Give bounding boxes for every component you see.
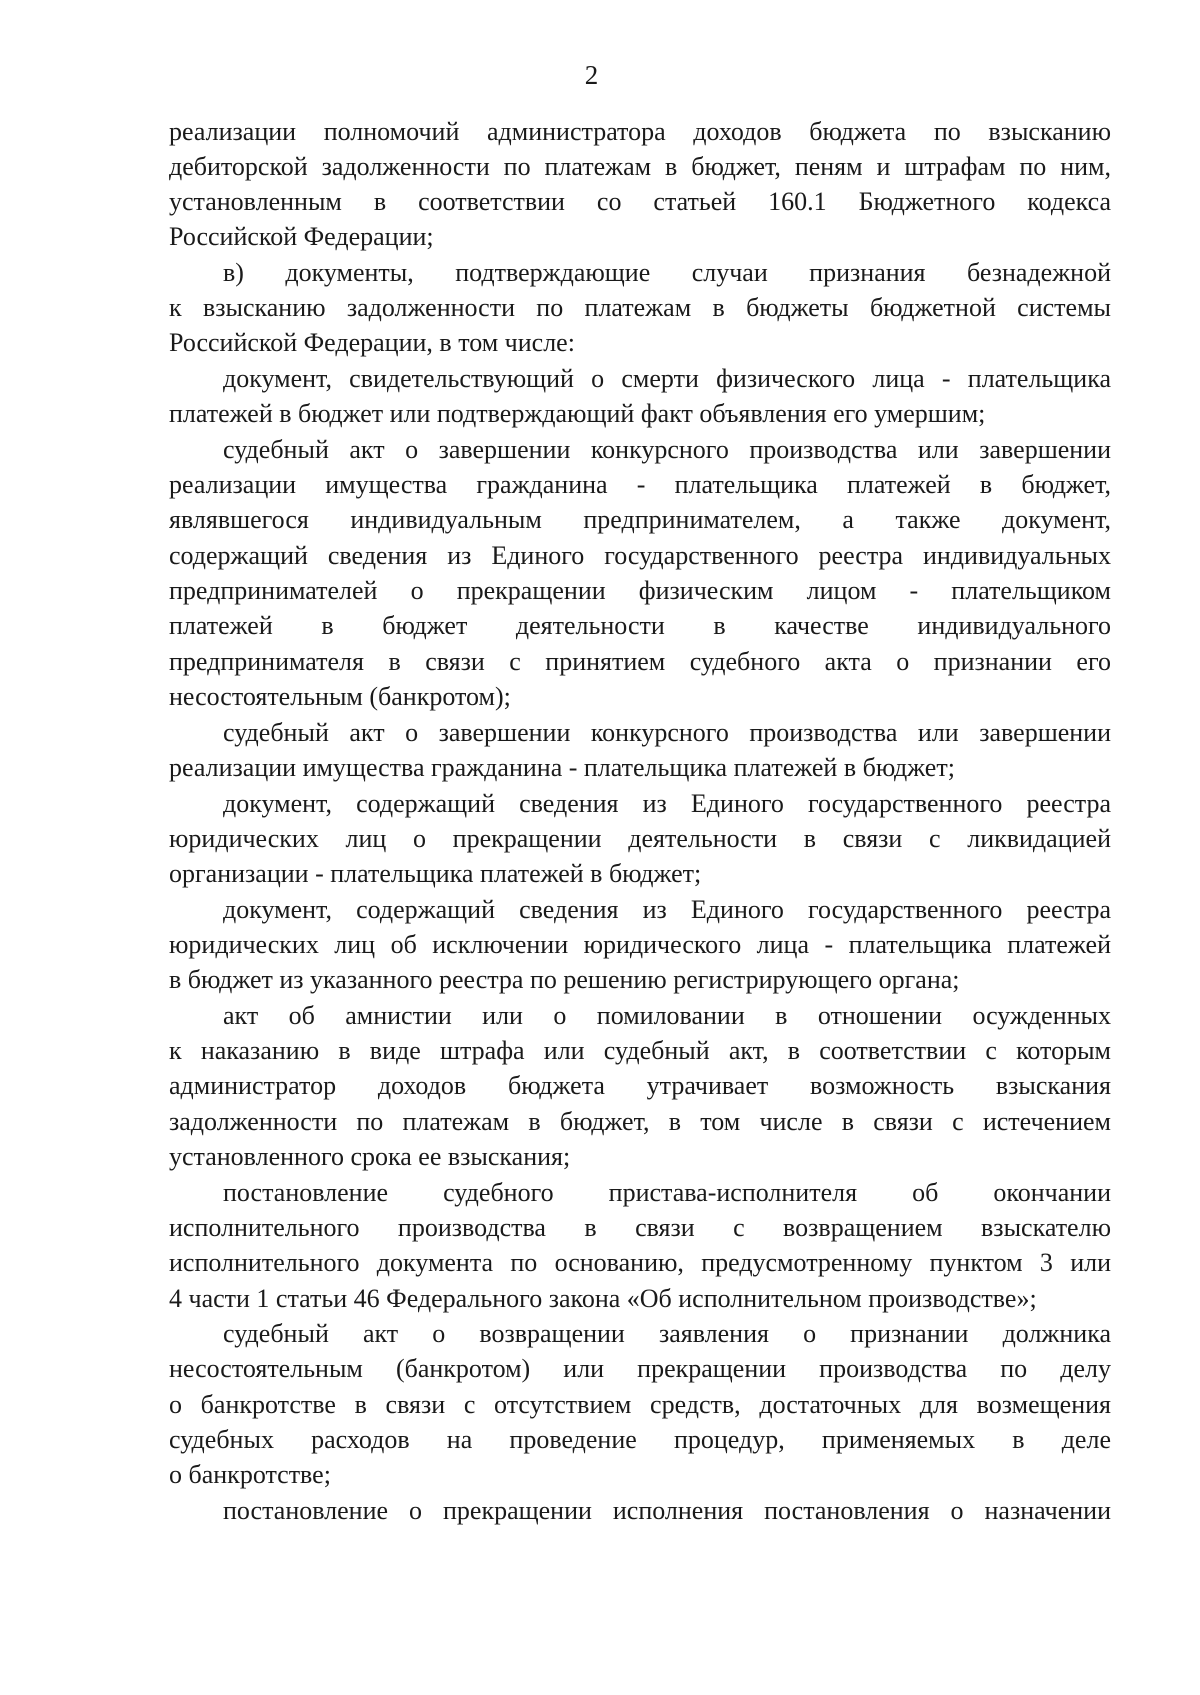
text-line: исполнительного документа по основанию, предусмотренному пунктом 3 или — [169, 1248, 1111, 1277]
text-line: судебный акт о возвращении заявления о признании должника — [223, 1319, 1111, 1348]
text-line: исполнительного производства в связи с возвращением взыскателю — [169, 1213, 1111, 1242]
text-line: 4 части 1 статьи 46 Федерального закона «Об исполнительном производстве»; — [169, 1284, 1037, 1313]
text-line: являвшегося индивидуальным предпринимателем, а также документ, — [169, 505, 1111, 534]
text-line: судебный акт о завершении конкурсного производства или завершении — [223, 718, 1111, 747]
text-line: администратор доходов бюджета утрачивает возможность взыскания — [169, 1071, 1111, 1100]
text-line: документ, содержащий сведения из Единого государственного реестра — [223, 895, 1111, 924]
text-line: постановление о прекращении исполнения постановления о назначении — [223, 1496, 1111, 1525]
text-line: установленного срока ее взыскания; — [169, 1142, 571, 1171]
text-line: документ, свидетельствующий о смерти физического лица - плательщика — [223, 364, 1111, 393]
text-line: документ, содержащий сведения из Единого государственного реестра — [223, 789, 1111, 818]
text-line: задолженности по платежам в бюджет, в том числе в связи с истечением — [169, 1107, 1111, 1136]
text-line: судебный акт о завершении конкурсного производства или завершении — [223, 435, 1111, 464]
text-line: юридических лиц о прекращении деятельности в связи с ликвидацией — [169, 824, 1111, 853]
text-line: к наказанию в виде штрафа или судебный акт, в соответствии с которым — [169, 1036, 1111, 1065]
text-line: содержащий сведения из Единого государственного реестра индивидуальных — [169, 541, 1111, 570]
text-line: к взысканию задолженности по платежам в бюджеты бюджетной системы — [169, 293, 1111, 322]
text-line: реализации имущества гражданина - плательщика платежей в бюджет; — [169, 753, 955, 782]
text-line: судебных расходов на проведение процедур, применяемых в деле — [169, 1425, 1111, 1454]
text-line: дебиторской задолженности по платежам в бюджет, пеням и штрафам по ним, — [169, 152, 1111, 181]
text-line: предпринимателя в связи с принятием судебного акта о признании его — [169, 647, 1111, 676]
text-line: в бюджет из указанного реестра по решению регистрирующего органа; — [169, 965, 960, 994]
text-line: несостоятельным (банкротом); — [169, 682, 511, 711]
page-number: 2 — [584, 60, 599, 90]
text-line: о банкротстве в связи с отсутствием средств, достаточных для возмещения — [169, 1390, 1111, 1419]
text-line: реализации имущества гражданина - плательщика платежей в бюджет, — [169, 470, 1111, 499]
text-line: реализации полномочий администратора доходов бюджета по взысканию — [169, 117, 1111, 146]
text-line: акт об амнистии или о помиловании в отношении осужденных — [223, 1001, 1111, 1030]
text-line: несостоятельным (банкротом) или прекращении производства по делу — [169, 1354, 1111, 1383]
text-line: Российской Федерации; — [169, 222, 434, 251]
text-line: установленным в соответствии со статьей 160.1 Бюджетного кодекса — [169, 187, 1111, 216]
text-line: юридических лиц об исключении юридического лица - плательщика платежей — [169, 930, 1111, 959]
text-line: платежей в бюджет деятельности в качестве индивидуального — [169, 611, 1111, 640]
text-line: о банкротстве; — [169, 1460, 331, 1489]
text-line: Российской Федерации, в том числе: — [169, 328, 575, 357]
text-line: организации - плательщика платежей в бюджет; — [169, 859, 702, 888]
text-line: платежей в бюджет или подтверждающий факт объявления его умершим; — [169, 399, 986, 428]
text-line: предпринимателей о прекращении физическим лицом - плательщиком — [169, 576, 1111, 605]
text-line: постановление судебного пристава-исполнителя об окончании — [223, 1178, 1111, 1207]
text-line: в) документы, подтверждающие случаи признания безнадежной — [223, 258, 1111, 287]
